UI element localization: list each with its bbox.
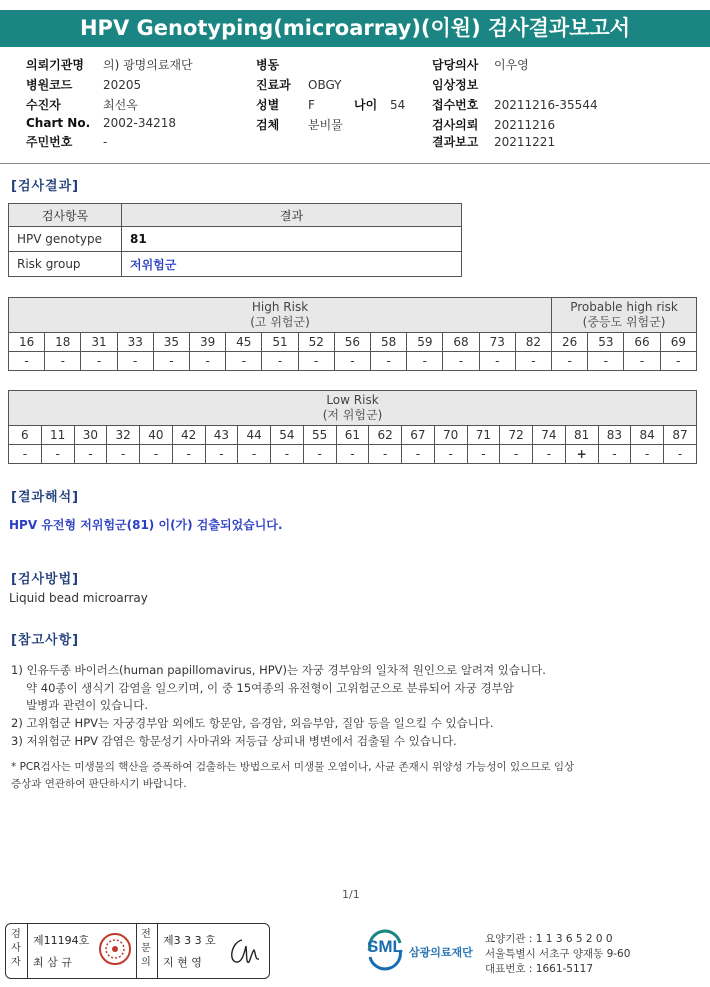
low-risk-header: Low Risk (저 위험군): [9, 391, 697, 426]
genotype-result: -: [334, 352, 370, 371]
genotype-type: 72: [500, 426, 533, 445]
section-interpretation: [결과해석]: [11, 490, 80, 505]
genotype-result: -: [140, 445, 173, 464]
result-item: HPV genotype: [9, 227, 122, 252]
specialist-no: 제3 3 3 호: [163, 934, 216, 947]
low-risk-results-row: [9, 445, 697, 464]
divider: [157, 924, 158, 978]
genotype-type: 83: [598, 426, 631, 445]
genotype-result: -: [479, 352, 515, 371]
genotype-result: -: [190, 352, 226, 371]
report-title: HPV Genotyping(microarray)(이원) 검사결과보고서: [0, 10, 710, 47]
genotype-type: 11: [41, 426, 74, 445]
divider: [27, 924, 28, 978]
genotype-type: 39: [190, 333, 226, 352]
info-reception: 접수번호 20211216-35544: [432, 98, 598, 112]
genotype-type: 35: [153, 333, 189, 352]
genotype-result: -: [624, 352, 660, 371]
note-3: 3) 저위험군 HPV 감염은 항문성기 사마귀와 저등급 상피내 병변에서 검출될 수 있습니다.: [11, 734, 457, 748]
genotype-type: 73: [479, 333, 515, 352]
genotype-result: -: [172, 445, 205, 464]
section-notes: [참고사항]: [11, 633, 80, 648]
signature-box: [5, 923, 270, 979]
inspector-label: 검사자: [11, 929, 21, 968]
genotype-result: -: [9, 352, 45, 371]
genotype-type: 68: [443, 333, 479, 352]
result-risk-value: 저위험군: [122, 252, 462, 277]
org-name: 삼광의료재단: [409, 946, 473, 959]
genotype-result: -: [81, 352, 117, 371]
genotype-type: 70: [434, 426, 467, 445]
genotype-type: 74: [533, 426, 566, 445]
genotype-type: 18: [45, 333, 81, 352]
genotype-type: 61: [336, 426, 369, 445]
pcr-note-2: 증상과 연관하여 판단하시기 바랍니다.: [11, 778, 187, 790]
genotype-type: 81: [565, 426, 598, 445]
info-request: 검사의뢰 20211216: [432, 118, 556, 132]
info-org: 의뢰기관명 의) 광명의료재단: [26, 58, 193, 72]
genotype-type: 40: [140, 426, 173, 445]
note-2: 2) 고위험군 HPV는 자궁경부암 외에도 항문암, 음경암, 외음부암, 질암 등을 일으킬 수 있습니다.: [11, 716, 494, 730]
genotype-result: -: [303, 445, 336, 464]
genotype-type: 31: [81, 333, 117, 352]
genotype-result: -: [631, 445, 664, 464]
genotype-result: -: [336, 445, 369, 464]
genotype-type: 51: [262, 333, 298, 352]
info-id: 주민번호 -: [26, 135, 108, 149]
specialist-name: 지 현 영: [163, 956, 202, 969]
genotype-result: -: [9, 445, 42, 464]
divider: [0, 163, 710, 164]
phone: 대표번호 : 1661-5117: [485, 963, 594, 975]
specialist-label: 전문의: [141, 929, 151, 968]
genotype-type: 66: [624, 333, 660, 352]
genotype-result: -: [660, 352, 696, 371]
genotype-type: 32: [107, 426, 140, 445]
genotype-result: -: [371, 352, 407, 371]
sml-logo: SML: [367, 937, 403, 956]
info-ward: 병동: [256, 58, 280, 72]
genotype-type: 71: [467, 426, 500, 445]
genotype-result: -: [238, 445, 271, 464]
genotype-result: -: [500, 445, 533, 464]
genotype-type: 52: [298, 333, 334, 352]
genotype-type: 87: [664, 426, 697, 445]
probable-risk-header: Probable high risk (중등도 위험군): [552, 298, 697, 333]
genotype-result: +: [565, 445, 598, 464]
genotype-result: -: [533, 445, 566, 464]
high-risk-table: [8, 297, 697, 371]
seal-icon: [98, 932, 132, 966]
genotype-type: 58: [371, 333, 407, 352]
genotype-type: 69: [660, 333, 696, 352]
signature-icon: [224, 932, 264, 970]
divider: [136, 924, 137, 978]
genotype-result: -: [298, 352, 334, 371]
institution-code: 요양기관 : 1 1 3 6 5 2 0 0: [485, 933, 613, 945]
interpretation-text: HPV 유전형 저위험군(81) 이(가) 검출되었습니다.: [9, 518, 283, 532]
genotype-result: -: [153, 352, 189, 371]
result-col-item: 검사항목: [9, 204, 122, 227]
genotype-result: -: [205, 445, 238, 464]
result-col-value: 결과: [122, 204, 462, 227]
info-specimen: 검체 분비물: [256, 118, 343, 132]
low-risk-types-row: [9, 426, 697, 445]
genotype-type: 59: [407, 333, 443, 352]
genotype-result: -: [41, 445, 74, 464]
genotype-result: -: [45, 352, 81, 371]
genotype-type: 6: [9, 426, 42, 445]
genotype-type: 55: [303, 426, 336, 445]
table-row: [9, 227, 462, 252]
low-risk-table: [8, 390, 697, 464]
table-row: [9, 252, 462, 277]
result-item: Risk group: [9, 252, 122, 277]
high-risk-results-row: [9, 352, 697, 371]
section-method: [검사방법]: [11, 572, 80, 587]
genotype-result: -: [226, 352, 262, 371]
high-risk-header: High Risk (고 위험군): [9, 298, 552, 333]
genotype-type: 54: [271, 426, 304, 445]
method-text: Liquid bead microarray: [9, 591, 148, 605]
genotype-type: 43: [205, 426, 238, 445]
genotype-result: -: [271, 445, 304, 464]
info-clinical: 임상정보: [432, 78, 479, 92]
genotype-result: -: [107, 445, 140, 464]
genotype-result: -: [407, 352, 443, 371]
genotype-type: 44: [238, 426, 271, 445]
genotype-result: -: [117, 352, 153, 371]
genotype-type: 30: [74, 426, 107, 445]
info-patient: 수진자 최선옥: [26, 98, 138, 112]
genotype-type: 62: [369, 426, 402, 445]
info-doctor: 담당의사 이우영: [432, 58, 529, 72]
genotype-type: 26: [552, 333, 588, 352]
address: 서울특별시 서초구 양재동 9-60: [485, 948, 631, 960]
genotype-type: 82: [515, 333, 551, 352]
note-1a: 1) 인유두종 바이러스(human papillomavirus, HPV)는 자궁 경부암의 일차적 원인으로 알려져 있습니다.: [11, 663, 546, 677]
genotype-type: 53: [588, 333, 624, 352]
result-table: [8, 203, 462, 277]
genotype-result: -: [552, 352, 588, 371]
genotype-result: -: [467, 445, 500, 464]
inspector-no: 제11194호: [33, 934, 90, 947]
genotype-result: -: [598, 445, 631, 464]
info-sex: 성별 F 나이 54: [256, 98, 406, 112]
info-chart: Chart No. 2002-34218: [26, 116, 177, 130]
genotype-result: -: [434, 445, 467, 464]
info-dept: 진료과 OBGY: [256, 78, 342, 92]
note-1b: 약 40종이 생식기 감염을 일으키며, 이 중 15여종의 유전형이 고위험군으로 분류되어 자궁 경부암: [26, 681, 514, 695]
genotype-type: 45: [226, 333, 262, 352]
info-report-date: 결과보고 20211221: [432, 135, 556, 149]
genotype-result: -: [515, 352, 551, 371]
genotype-type: 42: [172, 426, 205, 445]
genotype-result: -: [588, 352, 624, 371]
genotype-result: -: [262, 352, 298, 371]
genotype-result: -: [402, 445, 435, 464]
note-1c: 발병과 관련이 있습니다.: [26, 698, 149, 712]
page-number: 1/1: [342, 888, 360, 901]
section-result: [검사결과]: [11, 179, 80, 194]
genotype-type: 56: [334, 333, 370, 352]
genotype-result: -: [74, 445, 107, 464]
genotype-type: 67: [402, 426, 435, 445]
info-hosp-code: 병원코드 20205: [26, 78, 142, 92]
genotype-result: -: [369, 445, 402, 464]
genotype-result: -: [443, 352, 479, 371]
genotype-result: -: [664, 445, 697, 464]
high-risk-types-row: [9, 333, 697, 352]
pcr-note-1: * PCR검사는 미생물의 핵산을 증폭하여 검출하는 방법으로서 미생물 오염이나, 사균 존재시 위양성 가능성이 있으므로 임상: [11, 761, 575, 773]
genotype-type: 84: [631, 426, 664, 445]
genotype-type: 33: [117, 333, 153, 352]
genotype-type: 16: [9, 333, 45, 352]
inspector-name: 최 삼 규: [33, 956, 72, 969]
result-genotype-value: 81: [122, 227, 462, 252]
